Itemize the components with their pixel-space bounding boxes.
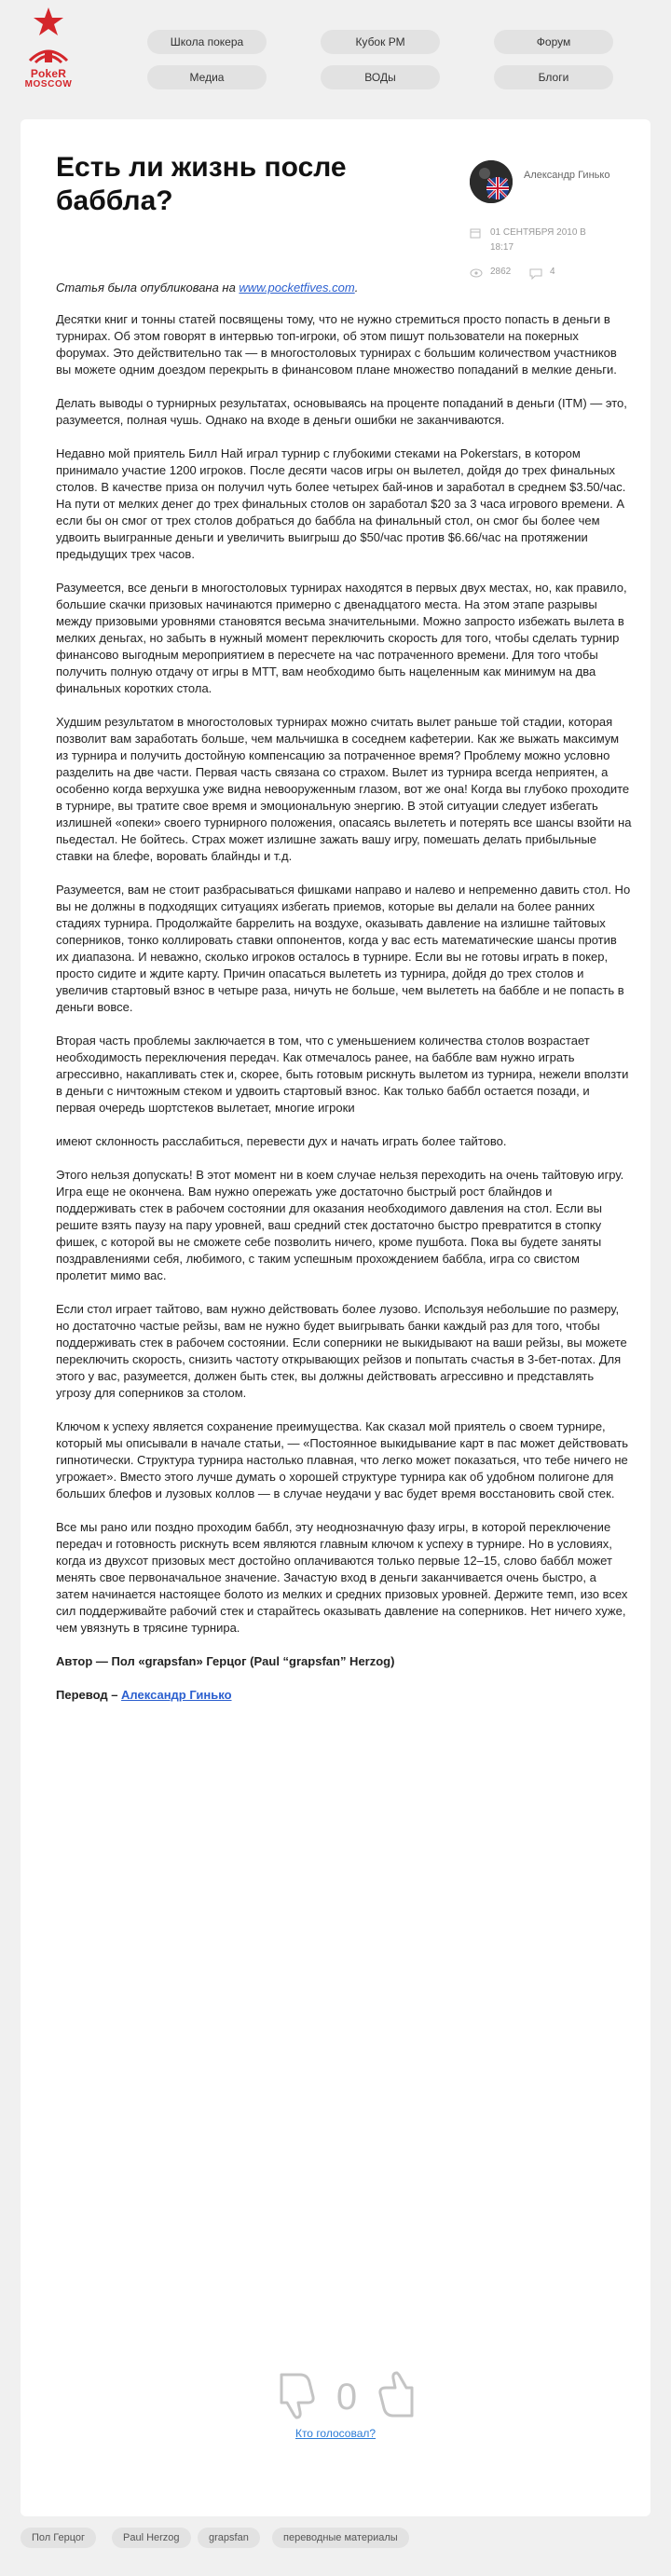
nav-school[interactable]: Школа покера — [147, 30, 267, 54]
paragraph: Если стол играет тайтово, вам нужно действовать более лузово. Используя небольшие по размеру, но достаточно частые рейзы, вам не нужно будет выигрывать банки каждый раз для того, чтобы поддерживать стек в рабочем состоянии. Если соперники не выкидывают на ваши рейзы, вы можете переключить скорость, снизить частоту открывающих рейзов и попытать счастья в 3-бет-потах. Для этого у вас, разумеется, должен быть стек, вы должны действовать агрессивно и представлять угрозу для соперников за столом. — [56, 1302, 627, 1400]
paragraph: Ключом к успеху является сохранение преимущества. Как сказал мой приятель о своем турнире, который мы описывали в начале статьи, — «Постоянное выкидывание карт в пас может действовать гипнотически. Структура турнира настолько плавная, что легко может показаться, что тебе ничего не угрожает». Вместо этого лучше думать о хорошей структуре турнира как об удобном полигоне для больших блефов и лузовых коллов — в случае неудачи у вас будет время восстановить свой стек. — [56, 1419, 628, 1500]
paragraph: Этого нельзя допускать! В этот момент ни в коем случае нельзя переходить на очень тайтовую игру. Игра еще не окончена. Вам нужно опережать уже достаточно быстрый рост блайндов и поддерживать стек в рабочем состоянии для оказания необходимого давления на стол. Если вы решите взять паузу на пару уровней, ваш средний стек достаточно быстро превратится в стопку фишек, с которой вы не сможете себе позволить ничего, кроме пушбота. Пока вы будете заняты поздравлениями себя, любимого, с таким успешным прохождением баббла, игра со свистом пролетит мимо вас. — [56, 1168, 624, 1282]
avatar-image — [470, 160, 513, 203]
credit-translation — [56, 1687, 632, 1704]
credit-author: Автор — Пол «grapsfan» Герцог (Paul “grapsfan” Herzog) — [56, 1654, 395, 1668]
source-link[interactable]: www.pocketfives.com — [239, 281, 355, 295]
article-source — [56, 280, 632, 296]
vote-count: 0 — [336, 2377, 358, 2418]
site-logo[interactable] — [21, 6, 76, 114]
article-title: Есть ли жизнь после баббла? — [56, 152, 347, 216]
nav-vods[interactable]: ВОДы — [321, 65, 440, 89]
nav-media[interactable]: Медиа — [147, 65, 267, 89]
logo-text-moscow: MOSCOW — [24, 79, 73, 89]
paragraph: Худшим результатом в многостоловых турнирах можно считать вылет раньше той стадии, которая позволит вам заработать больше, чем мальчишка в соседнем кафетерии. Как же выжать максимум из турнира и получить достойную компенсацию за потраченное время? Проблему можно условно разделить на две части. Первая часть связана со страхом. Вылет из турнира всегда неприятен, а особенно когда верхушка уже видна невооруженным глазом, вот же она! Когда вы глубоко проходите в турнире, вы тратите свое время и эмоциональную энергию. В этой ситуации следует избегать излишней «опеки» своего турнирного положения, опасаясь вылететь и потерять все шансы взойти на пьедестал. Не бойтесь. Страх может излишне зажать вашу игру, помешать делать прибыльные ставки на блефе, воровать блайнды и т.д. — [56, 715, 632, 863]
vote-widget — [21, 2369, 650, 2453]
article-source-text: Статья была опубликована на — [56, 281, 240, 295]
comments-count[interactable]: 4 — [550, 267, 555, 277]
article-source-end: . — [354, 281, 359, 295]
nav-blogs[interactable]: Блоги — [494, 65, 613, 89]
tag[interactable]: grapsfan — [198, 2528, 260, 2548]
calendar-icon — [470, 227, 481, 239]
cards-icon — [26, 42, 71, 64]
nav-forum[interactable]: Форум — [494, 30, 613, 54]
star-icon — [21, 6, 76, 37]
tag[interactable]: Paul Herzog — [112, 2528, 191, 2548]
thumbs-down-icon[interactable] — [272, 2369, 324, 2421]
translator-link[interactable]: Александр Гинько — [121, 1688, 232, 1702]
paragraph: Вторая часть проблемы заключается в том, что с уменьшением количества столов возрастает необходимость переключения передач. Как отмечалось ранее, на баббле вам нужно играть агрессивно, накапливать стек и, скорее, быть готовым рискнуть вылетом из турнира, нежели вползти в деньги с ничтожным стеком и удвоить стартовый взнос. Как только баббл остается позади, и первая очередь шортстеков вылетает, многие игроки — [56, 1034, 629, 1115]
paragraph: Разумеется, вам не стоит разбрасываться фишками направо и налево и непременно давить стол. Но вы не должны в подходящих ситуациях избегать приемов, которые вы делали на более ранних стадиях турнира. Продолжайте баррелить на воздухе, оказывать давление на излишне тайтовых соперников, тонко коллировать ставки оппонентов, когда у вас есть математические шансы против их диапазона. И неважно, сколько игроков осталось в турнире. Если вы не готовы играть в покер, просто сидите и ждите карту. Причин опасаться вылететь из турнира, дойдя до трех столов и увеличив стартовый взнос в четыре раза, ничуть не больше, чем вылететь на баббле и не попасть в деньги вовсе. — [56, 883, 631, 1014]
paragraph: Десятки книг и тонны статей посвящены тому, что не нужно стремиться просто попасть в деньги в турнирах. Об этом говорят в интервью топ-игроки, об этом пишут пользователи на покерных форумах. Это действительно так — в многостоловых турнирах с большим количеством участников вы можете одним доездом перекрыть в финансовом плане множество попаданий в мелкие деньги. — [56, 312, 617, 377]
logo-text-poker: PokeR — [30, 67, 67, 80]
nav-cup[interactable]: Кубок РМ — [321, 30, 440, 54]
paragraph: Недавно мой приятель Билл Най играл турнир с глубокими стеками на Pokerstars, в котором принимало участие 1200 игроков. После десяти часов игры он вылетел, дойдя до трех финальных столов. В качестве приза он получил чуть более четырех бай-инов и заработал в среднем $3.50/час. На пути от мелких денег до трех финальных столов он заработал $20 за 3 часа игрового времени. А если бы он смог от трех столов добраться до баббла на финальный стол, он смог бы более чем удвоить выигранные деньги и увеличить выигрыш до $50/час против $6.66/час на протяжении предыдущих трех часов. — [56, 446, 626, 561]
paragraph: Все мы рано или поздно проходим баббл, эту неоднозначную фазу игры, в которой переключение передач и готовность рискнуть всем являются главным ключом к успеху в турнире. Но в условиях, когда из двухсот призовых мест достойно оплачиваются только первые 12–15, слово баббл может менять свое первоначальное значение. Зачастую вход в деньги заканчивается очень быстро, а затем начинается настоящее болото из мелких и средних призовых уровней. Держите темп, изо всех сил поддерживайте рабочий стек и старайтесь оказывать давление на соперников. Нет ничего хуже, чем увязнуть в трясине турнира. — [56, 1520, 628, 1635]
site-header — [0, 0, 671, 117]
paragraph: Делать выводы о турнирных результатах, основываясь на проценте попаданий в деньги (ITM) — это, разумеется, полная чушь. Однако на входе в деньги ошибки не заканчиваются. — [56, 396, 627, 427]
tag[interactable]: Пол Герцог — [21, 2528, 96, 2548]
article-body — [56, 280, 632, 1720]
credit-translation-label: Перевод – — [56, 1688, 122, 1702]
author-block[interactable] — [470, 160, 637, 207]
paragraph: имеют склонность расслабиться, перевести дух и начать играть более тайтово. — [56, 1134, 507, 1148]
tag-list — [21, 2528, 650, 2550]
article-card — [21, 119, 650, 2516]
paragraph: Разумеется, все деньги в многостоловых турнирах находятся в первых двух местах, но, как правило, большие скачки призовых начинаются примерно с двенадцатого места. На этом этапе разрывы между призовыми уровнями становятся весьма значительными. Можно запросто избежать вылета в мелких деньгах, но забыть в нужный момент переключить скорость для того, чтобы сделать турнир финансово выгодным мероприятием в пересчете на час потраченного времени. Для того чтобы получить полную отдачу от игры в МТТ, вам необходимо быть нацеленным как минимум на два финальных коротких стола. — [56, 581, 627, 695]
avatar[interactable] — [470, 160, 513, 203]
author-name[interactable]: Александр Гинько — [524, 170, 610, 181]
thumbs-up-icon[interactable] — [369, 2369, 421, 2421]
who-voted-link[interactable]: Кто голосовал? — [294, 2427, 377, 2440]
post-date-text: 01 СЕНТЯБРЯ 2010 В 18:17 — [490, 227, 586, 253]
tag[interactable]: переводные материалы — [272, 2528, 409, 2548]
views-count: 2862 — [490, 267, 512, 277]
